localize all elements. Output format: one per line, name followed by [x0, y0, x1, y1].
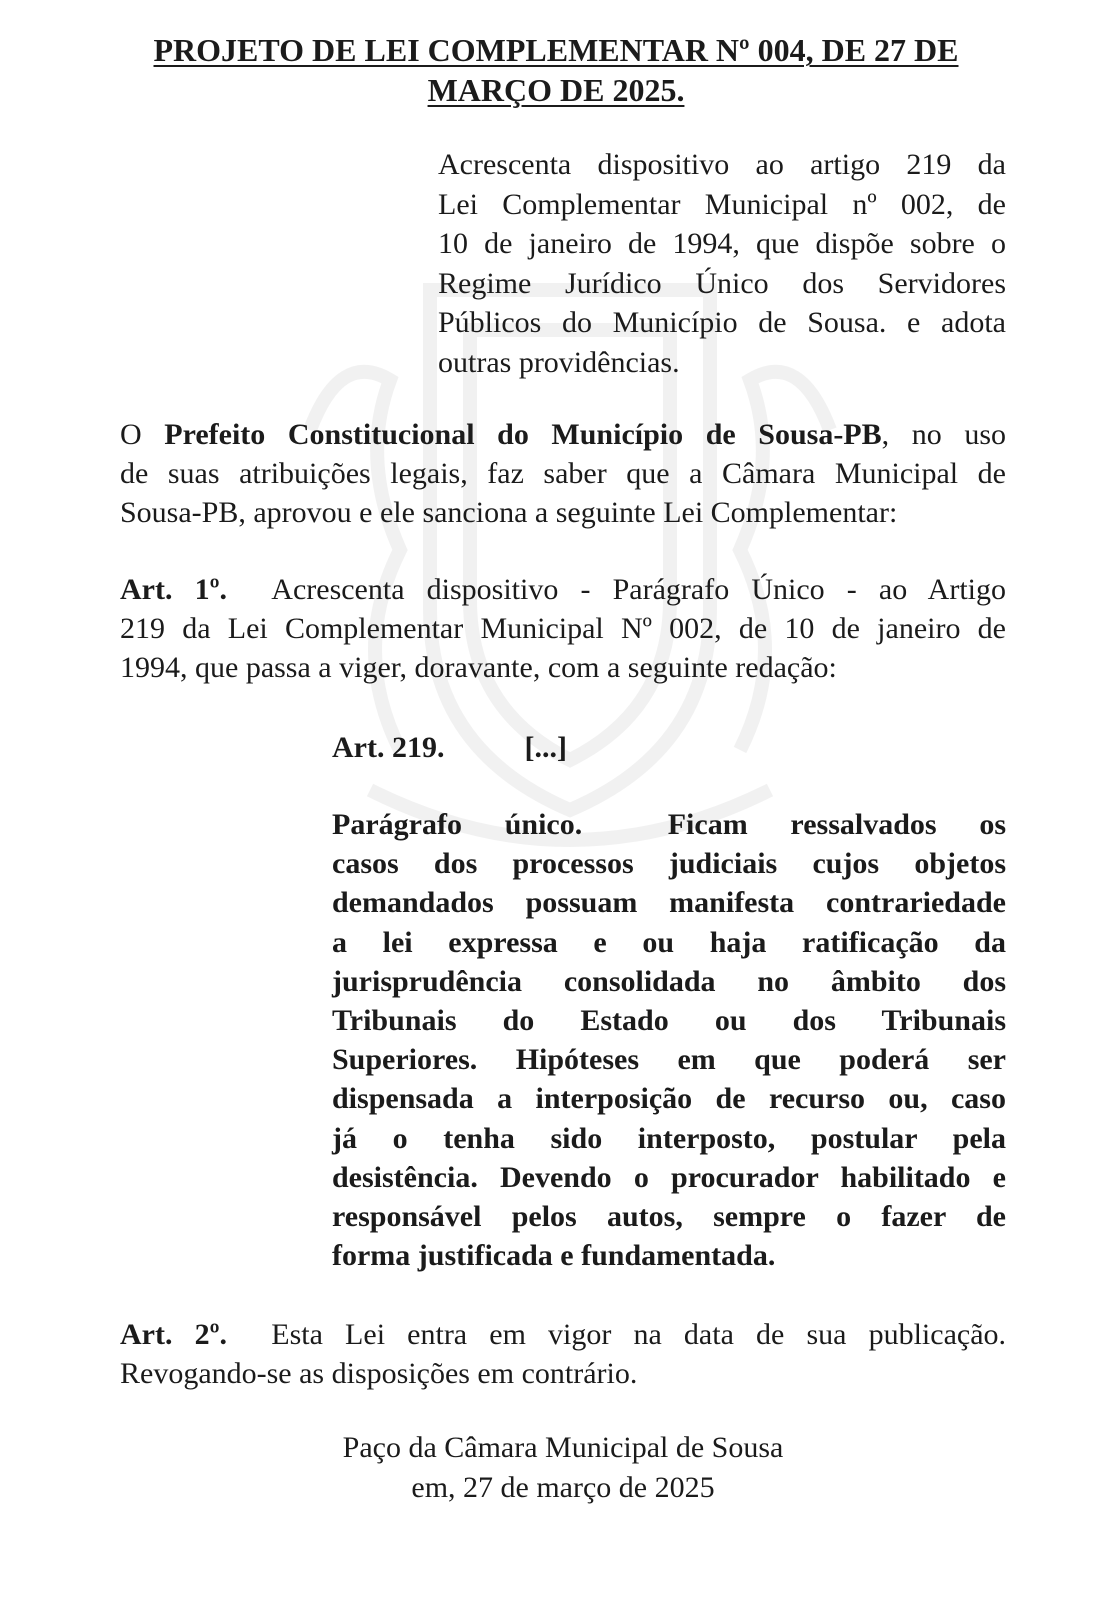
- paragrafo-line: demandados possuam manifesta contrariedade: [332, 886, 1006, 920]
- article-1-line-1-rest: Acrescenta dispositivo - Parágrafo Único - ao Artigo: [271, 573, 1007, 606]
- article-1-line-2: 219 da Lei Complementar Municipal Nº 002, de 10 de janeiro de: [120, 612, 1006, 645]
- article-1-line-1: [120, 570, 1006, 609]
- paragrafo-line: jurisprudência consolidada no âmbito dos: [332, 964, 1006, 998]
- preamble: [120, 415, 1006, 532]
- signature-block: [120, 1428, 1006, 1508]
- article-1-label: Art. 1º.: [120, 573, 228, 606]
- paragrafo-unico: [332, 805, 1006, 1275]
- ementa-line: Lei Complementar Municipal nº 002, de: [438, 187, 1006, 221]
- article-2-label: Art. 2º.: [120, 1318, 228, 1351]
- article-219-label: Art. 219.: [332, 731, 445, 764]
- title-line-1: PROJETO DE LEI COMPLEMENTAR Nº 004, DE 27 DE: [153, 32, 959, 68]
- preamble-line-3: Sousa-PB, aprovou e ele sanciona a seguinte Lei Complementar:: [120, 496, 898, 529]
- paragrafo-line: casos dos processos judiciais cujos objetos: [332, 847, 1006, 881]
- preamble-line-2: de suas atribuições legais, faz saber que a Câmara Municipal de: [120, 457, 1006, 490]
- paragrafo-line: responsável pelos autos, sempre o fazer de: [332, 1200, 1006, 1234]
- ementa-line: Públicos do Município de Sousa. e adota: [438, 306, 1006, 339]
- paragrafo-line: dispensada a interposição de recurso ou, caso: [332, 1082, 1006, 1116]
- article-219-ellipsis: [...]: [524, 731, 567, 764]
- ementa-line: 10 de janeiro de 1994, que dispõe sobre o: [438, 227, 1006, 260]
- paragrafo-line: forma justificada e fundamentada.: [332, 1239, 776, 1273]
- ementa-line: Regime Jurídico Único dos Servidores: [438, 266, 1006, 300]
- article-1-line-3: 1994, que passa a viger, doravante, com a seguinte redação:: [120, 651, 837, 684]
- title-line-2: MARÇO DE 2025.: [427, 72, 685, 108]
- ementa-line: outras providências.: [438, 345, 680, 379]
- paragrafo-line: já o tenha sido interposto, postular pela: [332, 1121, 1006, 1155]
- paragrafo-line: Tribunais do Estado ou dos Tribunais: [332, 1004, 1006, 1038]
- preamble-authority: Prefeito Constitucional do Município de Sousa-PB: [164, 418, 882, 451]
- paragrafo-line: Parágrafo único. Ficam ressalvados os: [332, 808, 1006, 841]
- article-2-line-1: [120, 1315, 1006, 1354]
- preamble-prefix: O: [120, 418, 165, 451]
- article-2: [120, 1315, 1006, 1393]
- article-219-heading: [332, 728, 567, 767]
- article-2-line-2: Revogando-se as disposições em contrário.: [120, 1357, 638, 1390]
- article-2-line-1-rest: Esta Lei entra em vigor na data de sua publicação.: [271, 1318, 1007, 1351]
- ementa-line: Acrescenta dispositivo ao artigo 219 da: [438, 148, 1006, 181]
- paragrafo-line: a lei expressa e ou haja ratificação da: [332, 925, 1006, 959]
- signature-place: Paço da Câmara Municipal de Sousa: [342, 1431, 784, 1464]
- article-1: [120, 570, 1006, 687]
- document-title: [120, 30, 992, 110]
- signature-date: em, 27 de março de 2025: [411, 1471, 715, 1504]
- preamble-line-1: [120, 415, 1006, 454]
- paragrafo-line: Superiores. Hipóteses em que poderá ser: [332, 1043, 1006, 1077]
- ementa: [438, 145, 1006, 382]
- preamble-line-1-rest: , no uso: [881, 418, 1006, 451]
- paragrafo-line: desistência. Devendo o procurador habilitado e: [332, 1160, 1006, 1194]
